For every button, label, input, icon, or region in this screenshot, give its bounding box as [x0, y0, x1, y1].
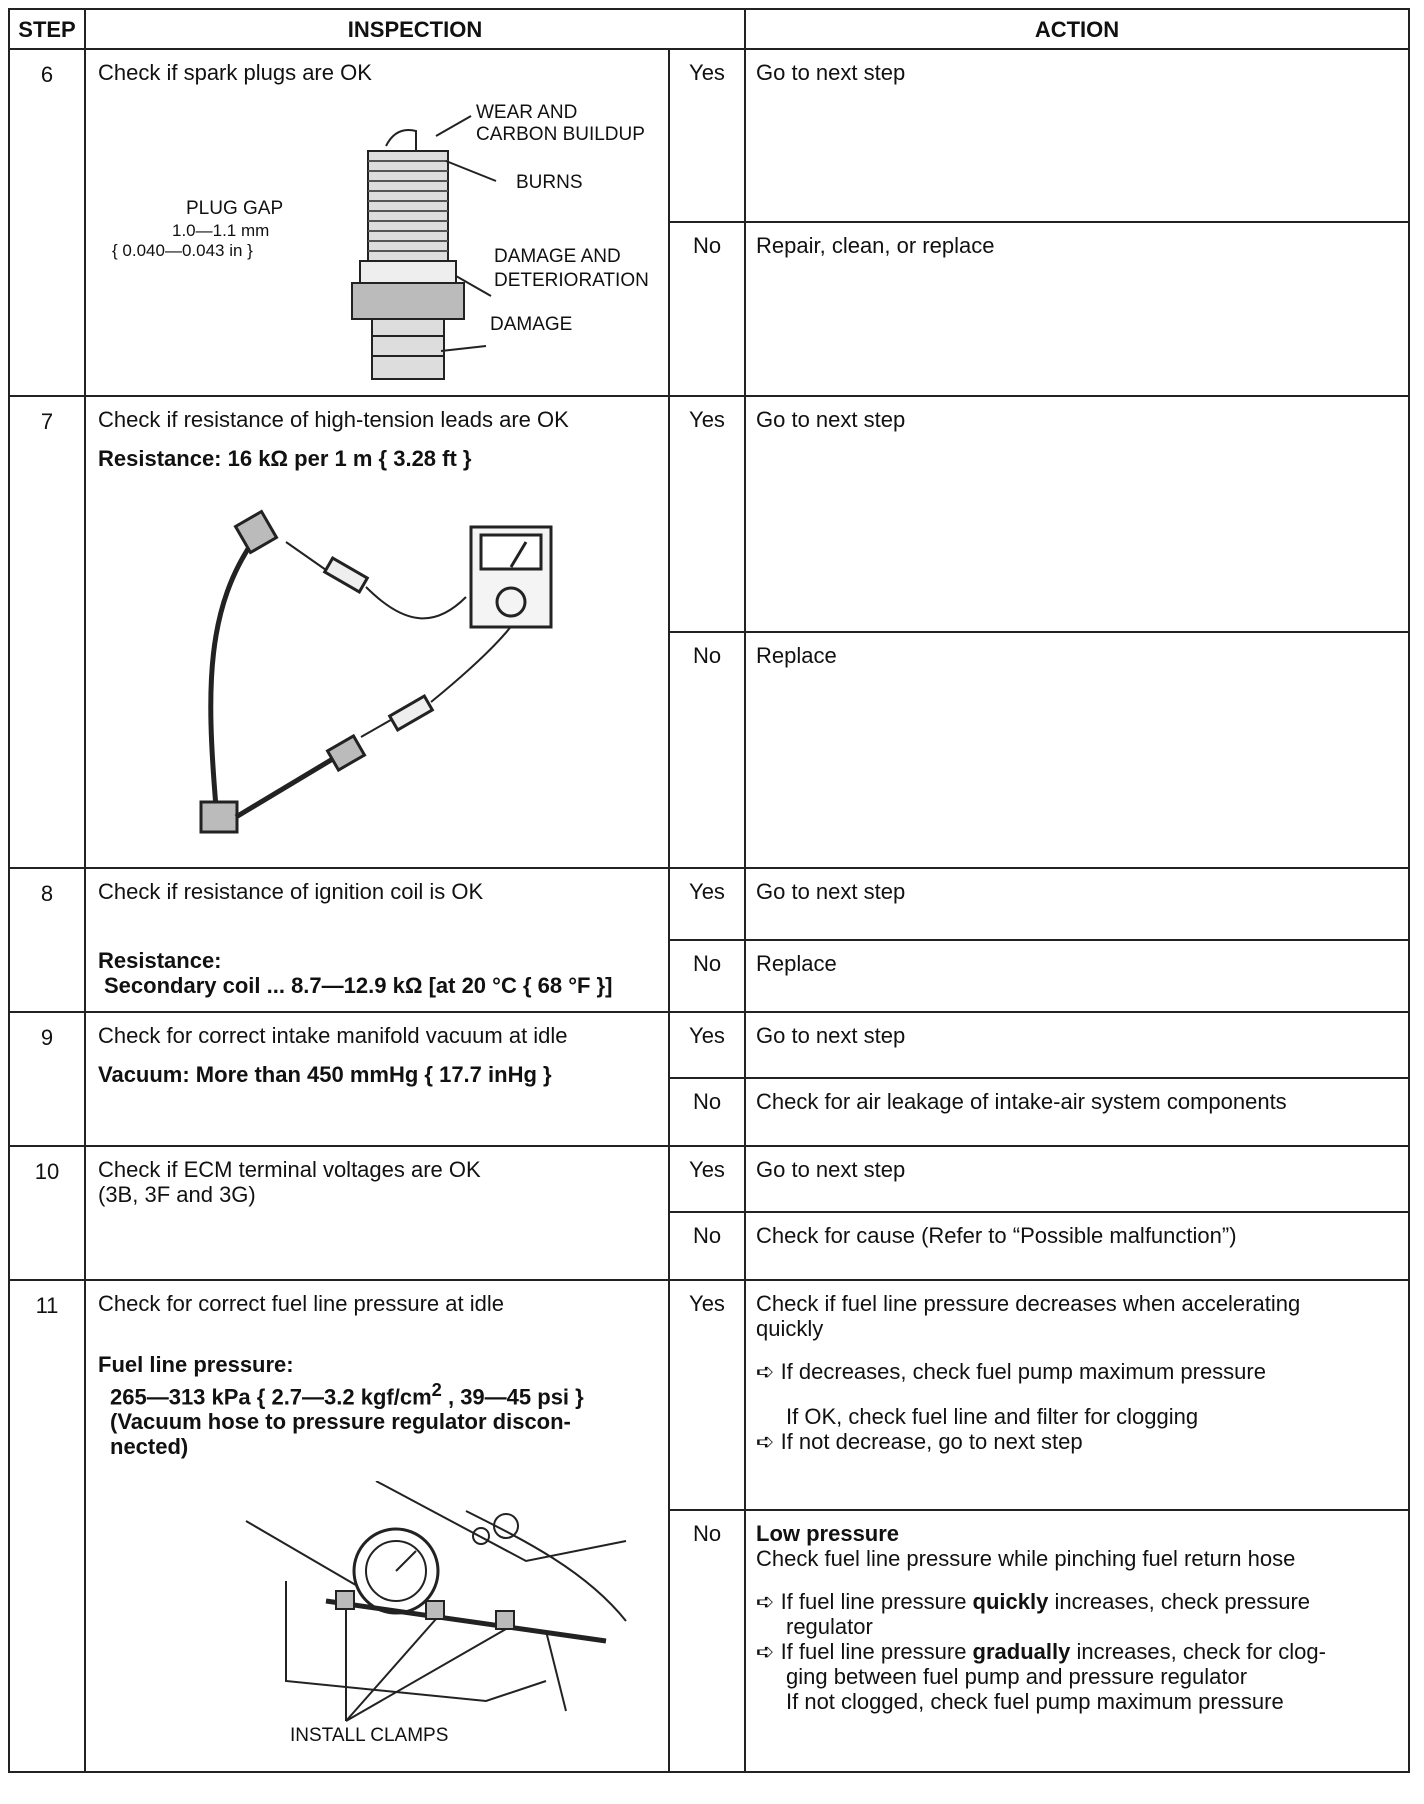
step-7-yes-row [9, 396, 1409, 632]
inspection-text: Check for correct fuel line pressure at idle [98, 1291, 504, 1316]
damage-label: DAMAGE [490, 314, 573, 335]
header-row [9, 9, 1409, 49]
header-action: ACTION [745, 9, 1409, 49]
no-title: Low pressure [756, 1521, 900, 1546]
action-no: Replace [745, 632, 1409, 868]
fuel-pressure-title: Fuel line pressure: [98, 1352, 294, 1377]
high-tension-lead-figure [186, 487, 566, 847]
no-b2-cont: ging between fuel pump and pressure regulator [786, 1664, 1248, 1689]
action-yes: Go to next step [745, 1146, 1409, 1212]
no-bullet-1 [756, 1589, 1398, 1614]
action-yes: Go to next step [745, 1012, 1409, 1078]
step-7-inspection [85, 396, 669, 868]
fuel-pressure-value [86, 1377, 668, 1409]
action-yes: Go to next step [745, 868, 1409, 940]
answer-no: No [669, 1510, 745, 1772]
action-yes: Go to next step [745, 49, 1409, 222]
inspection-text: Check if resistance of high-tension leads are OK [98, 407, 569, 432]
procedure-page [8, 8, 1408, 1794]
no-b2-post: increases, check for clog- [1070, 1639, 1326, 1664]
action-no [745, 1510, 1409, 1772]
inspection-text: Check for correct intake manifold vacuum at idle [98, 1023, 568, 1048]
step-number: 9 [9, 1012, 85, 1146]
step-8-yes-row [9, 868, 1409, 940]
inspection-text: Check if resistance of ignition coil is OK [98, 879, 484, 904]
plug-gap-label: PLUG GAP [186, 198, 284, 219]
inspection-text: Check if spark plugs are OK [98, 60, 372, 85]
header-inspection: INSPECTION [85, 9, 745, 49]
diagnostic-table [8, 8, 1410, 1773]
answer-yes: Yes [669, 49, 745, 222]
yes-bullet-2 [756, 1429, 1398, 1454]
step-11-inspection [85, 1280, 669, 1772]
gap-in-label: { 0.040—0.043 in } [112, 241, 253, 260]
yes-bullet-1-cont: If OK, check fuel line and filter for clogging [786, 1404, 1199, 1429]
inspection-text-line1: Check if ECM terminal voltages are OK [98, 1157, 481, 1182]
arrow-icon: ➪ [756, 1589, 775, 1614]
arrow-icon: ➪ [756, 1639, 775, 1664]
no-b2-bold: gradually [972, 1639, 1071, 1664]
answer-yes: Yes [669, 396, 745, 632]
action-no: Check for cause (Refer to “Possible malfunction”) [745, 1212, 1409, 1280]
wear-label: WEAR AND [476, 102, 578, 123]
fuel-pressure-value-b: , 39—45 psi } [441, 1384, 584, 1410]
answer-yes: Yes [669, 868, 745, 940]
answer-yes: Yes [669, 1280, 745, 1510]
action-no: Replace [745, 940, 1409, 1012]
answer-yes: Yes [669, 1012, 745, 1078]
arrow-icon: ➪ [756, 1359, 775, 1384]
yes-line1: Check if fuel line pressure decreases when accelerating [756, 1291, 1301, 1316]
answer-no: No [669, 940, 745, 1012]
fuel-pressure-note2: nected) [110, 1434, 189, 1460]
deterioration-label: DETERIORATION [494, 270, 649, 291]
step-number: 10 [9, 1146, 85, 1280]
yes-line2: quickly [756, 1316, 824, 1341]
fuel-pressure-note1: (Vacuum hose to pressure regulator discon- [110, 1409, 571, 1435]
action-no: Repair, clean, or replace [745, 222, 1409, 396]
damage-and-label: DAMAGE AND [494, 246, 621, 267]
answer-no: No [669, 222, 745, 396]
no-b1-post: increases, check pressure [1048, 1589, 1311, 1614]
no-bullet-2 [756, 1639, 1398, 1664]
resistance-spec-value: Secondary coil ... 8.7—12.9 kΩ [at 20 °C { 68 °F }] [104, 973, 613, 998]
step-9-inspection [85, 1012, 669, 1146]
no-line1: Check fuel line pressure while pinching fuel return hose [756, 1546, 1296, 1571]
no-b2-cont2: If not clogged, check fuel pump maximum pressure [786, 1689, 1284, 1714]
answer-no: No [669, 632, 745, 868]
no-b1-cont: regulator [786, 1614, 873, 1639]
fuel-pressure-value-a: 265—313 kPa { 2.7—3.2 kgf/cm [110, 1384, 432, 1410]
burns-label: BURNS [516, 172, 583, 193]
step-6-yes-row [9, 49, 1409, 222]
step-10-yes-row [9, 1146, 1409, 1212]
step-number: 11 [9, 1280, 85, 1772]
step-9-yes-row [9, 1012, 1409, 1078]
no-b1-bold: quickly [972, 1589, 1049, 1614]
carbon-label: CARBON BUILDUP [476, 124, 645, 145]
arrow-icon: ➪ [756, 1429, 775, 1454]
yes-bullet-1 [756, 1359, 1398, 1384]
action-yes: Go to next step [745, 396, 1409, 632]
step-number: 8 [9, 868, 85, 1012]
no-b1-pre: If fuel line pressure [780, 1589, 973, 1614]
step-8-inspection [85, 868, 669, 1012]
yes-bullet-2-text: If not decrease, go to next step [780, 1429, 1083, 1454]
vacuum-spec: Vacuum: More than 450 mmHg { 17.7 inHg } [98, 1062, 552, 1087]
gap-mm-label: 1.0—1.1 mm [172, 221, 270, 240]
step-number: 6 [9, 49, 85, 396]
action-yes [745, 1280, 1409, 1510]
install-clamps-label: INSTALL CLAMPS [290, 1725, 449, 1746]
resistance-spec-title: Resistance: [98, 948, 222, 973]
step-10-inspection [85, 1146, 669, 1280]
fuel-pressure-sup: 2 [431, 1379, 442, 1400]
action-no: Check for air leakage of intake-air system components [745, 1078, 1409, 1146]
header-step: STEP [9, 9, 85, 49]
inspection-text-line2: (3B, 3F and 3G) [98, 1182, 256, 1207]
fuel-pressure-gauge-figure [226, 1481, 646, 1741]
step-number: 7 [9, 396, 85, 868]
step-11-yes-row [9, 1280, 1409, 1510]
answer-no: No [669, 1078, 745, 1146]
no-b2-pre: If fuel line pressure [780, 1639, 973, 1664]
answer-no: No [669, 1212, 745, 1280]
answer-yes: Yes [669, 1146, 745, 1212]
yes-bullet-1-text: If decreases, check fuel pump maximum pressure [780, 1359, 1266, 1384]
resistance-spec: Resistance: 16 kΩ per 1 m { 3.28 ft } [98, 446, 472, 471]
step-6-inspection [85, 49, 669, 396]
